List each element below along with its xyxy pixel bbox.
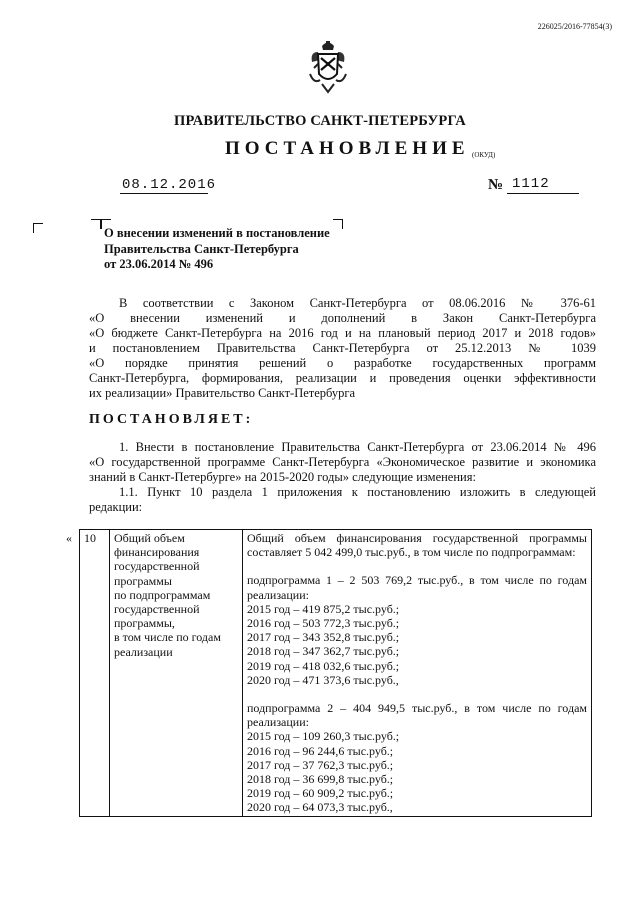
row-name-cell <box>110 530 243 817</box>
preamble-line: «О порядке принятия решений о разработке государственных программ <box>89 356 596 370</box>
subprogram-2-line: реализации: <box>247 715 309 730</box>
name-line: государственной <box>114 559 200 574</box>
preamble-line: Санкт-Петербурга, формирования, реализации и проведения оценки эффективности <box>89 371 596 385</box>
subprogram-1-year: 2016 год – 503 772,3 тыс.руб.; <box>247 616 400 631</box>
opening-quote: « <box>66 531 72 545</box>
subprogram-1-year: 2015 год – 419 875,2 тыс.руб.; <box>247 601 400 616</box>
subprogram-1-line: реализации: <box>247 587 309 602</box>
coat-of-arms-emblem <box>306 40 350 94</box>
clause-line: редакции: <box>89 500 143 514</box>
subject-line: Правительства Санкт-Петербурга <box>104 241 299 256</box>
date-underline <box>120 193 208 194</box>
organization-title: ПРАВИТЕЛЬСТВО САНКТ-ПЕТЕРБУРГА <box>174 113 466 129</box>
subprogram-2-year: 2018 год – 36 699,8 тыс.руб.; <box>247 772 394 787</box>
clause-paragraph <box>89 440 596 515</box>
preamble-line: «О внесении изменений и дополнений в Закон Санкт-Петербурга <box>89 311 596 325</box>
name-line: реализации <box>114 644 173 659</box>
number-underline <box>507 193 579 194</box>
document-date: 08.12.2016 <box>122 177 217 193</box>
name-line: программы <box>114 573 172 588</box>
margin-corner-mark <box>33 223 43 233</box>
clause-line: 1. Внести в постановление Правительства Санкт-Петербурга от 23.06.2014 № 496 <box>119 440 596 454</box>
subprogram-1-year: 2017 год – 343 352,8 тыс.руб.; <box>247 630 400 645</box>
decree-heading: ПОСТАНОВЛЯЕТ: <box>89 412 254 427</box>
total-line: составляет 5 042 499,0 тыс.руб., в том числе по подпрограммам: <box>247 545 576 560</box>
name-line: финансирования <box>114 545 200 560</box>
document-id: 226025/2016-77854(3) <box>537 22 612 31</box>
clause-line: 1.1. Пункт 10 раздела 1 приложения к постановлению изложить в следующей <box>119 485 596 499</box>
subprogram-1-year: 2019 год – 418 032,6 тыс.руб.; <box>247 658 400 673</box>
row-number-cell: 10 <box>80 530 110 817</box>
document-type-title: ПОСТАНОВЛЕНИЕ <box>225 138 470 159</box>
subprogram-2-year: 2016 год – 96 244,6 тыс.руб.; <box>247 743 394 758</box>
preamble-paragraph <box>89 296 596 401</box>
financing-table <box>79 529 592 817</box>
name-line: по подпрограммам <box>114 587 211 602</box>
clause-line: знаний в Санкт-Петербурге» на 2015-2020 годы» следующие изменения: <box>89 470 476 484</box>
subprogram-2-year: 2020 год – 64 073,3 тыс.руб., <box>247 800 393 815</box>
name-line: в том числе по годам <box>114 630 221 645</box>
subject-line: от 23.06.2014 № 496 <box>104 257 214 271</box>
subject-corner-mark <box>91 219 101 229</box>
preamble-line: «О бюджете Санкт-Петербурга на 2016 год и на плановый период 2017 и 2018 годов» <box>89 326 596 340</box>
okud-mark: (ОКУД) <box>472 151 496 159</box>
name-line: государственной <box>114 602 200 617</box>
document-subject <box>104 226 364 273</box>
preamble-line: В соответствии с Законом Санкт-Петербурга от 08.06.2016 № 376-61 <box>119 296 596 310</box>
subprogram-1-line: подпрограмма 1 – 2 503 769,2 тыс.руб., в том числе по годам <box>247 573 587 588</box>
document-number: 1112 <box>512 176 550 192</box>
row-value-cell <box>243 530 592 817</box>
subprogram-2-year: 2017 год – 37 762,3 тыс.руб.; <box>247 757 394 772</box>
total-line: Общий объем финансирования государственной программы <box>247 531 587 545</box>
name-line: программы, <box>114 616 175 631</box>
subprogram-2-year: 2019 год – 60 909,2 тыс.руб.; <box>247 786 394 801</box>
number-sign: № <box>488 177 504 193</box>
subprogram-1-year: 2018 год – 347 362,7 тыс.руб.; <box>247 644 400 659</box>
name-line: Общий объем <box>114 531 185 545</box>
subprogram-2-line: подпрограмма 2 – 404 949,5 тыс.руб., в том числе по годам <box>247 701 587 716</box>
clause-line: «О государственной программе Санкт-Петербурга «Экономическое развитие и экономика <box>89 455 596 469</box>
preamble-line: и постановлением Правительства Санкт-Петербурга от 25.12.2013 № 1039 <box>89 341 596 355</box>
subprogram-2-year: 2015 год – 109 260,3 тыс.руб.; <box>247 729 400 744</box>
table-row <box>80 530 592 817</box>
subject-line: О внесении изменений в постановление <box>104 226 330 240</box>
subprogram-1-year: 2020 год – 471 373,6 тыс.руб., <box>247 672 399 687</box>
preamble-line: их реализации» Правительство Санкт-Петербурга <box>89 386 356 400</box>
